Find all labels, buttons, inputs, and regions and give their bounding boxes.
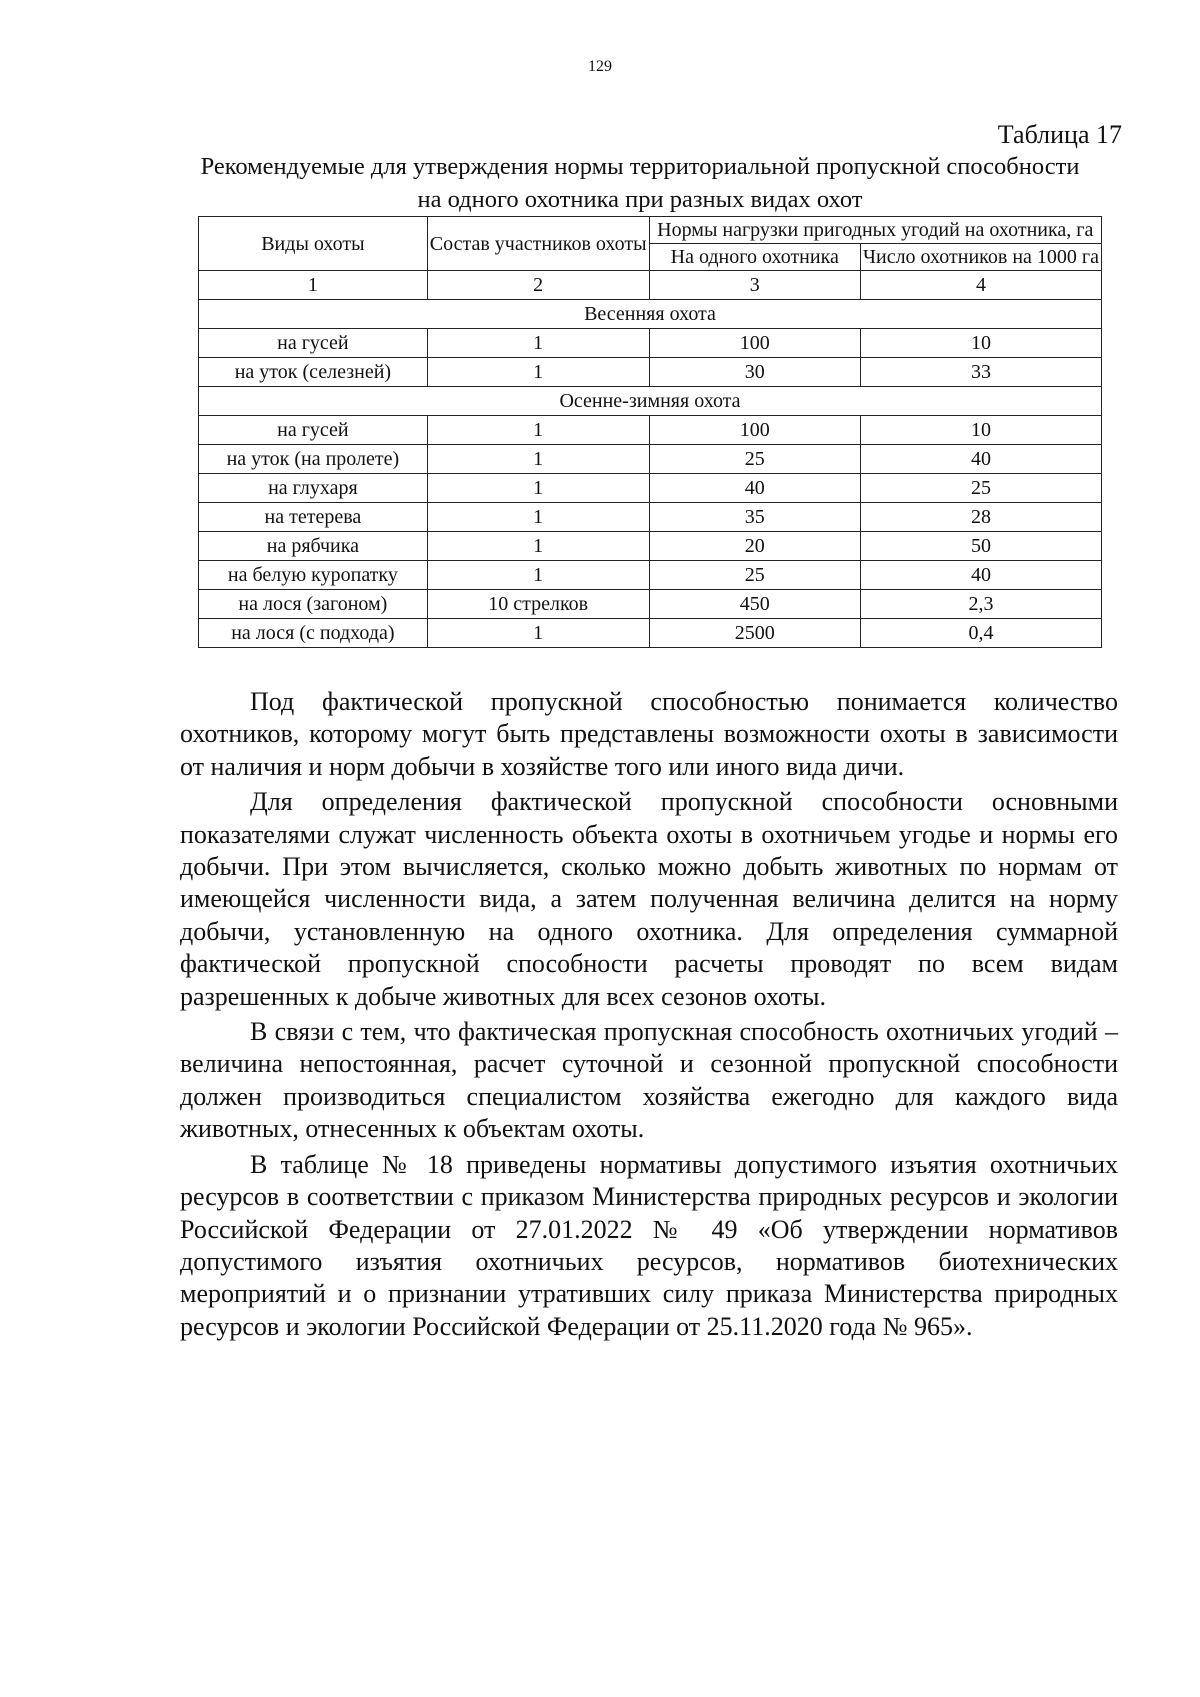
per-1000-cell: 2,3 xyxy=(861,590,1102,619)
per-1000-cell: 40 xyxy=(861,561,1102,590)
participants-cell: 1 xyxy=(427,474,649,503)
body-text xyxy=(180,686,1118,1346)
table-row xyxy=(199,590,1102,619)
table-row xyxy=(199,358,1102,387)
per-hunter-cell: 25 xyxy=(649,445,860,474)
per-hunter-cell: 100 xyxy=(649,329,860,358)
table-row xyxy=(199,416,1102,445)
paragraph: Для определения фактической пропускной способности основными показателями служат численность объекта охоты в охотничьем угодье и нормы его добычи. При этом вычисляется, сколько можно добыть животных по нормам от имеющейся численности вида, а затем полученная величина делится на норму добычи, установленную на одного охотника. Для определения суммарной фактической пропускной способности расчеты проводят по всем видам разрешенных к добыче животных для всех сезонов охоты. xyxy=(180,787,1118,1011)
per-hunter-cell: 35 xyxy=(649,503,860,532)
hunt-type-cell: на лося (загоном) xyxy=(199,590,428,619)
per-hunter-cell: 2500 xyxy=(649,619,860,648)
table-header-row xyxy=(199,217,1102,244)
table-row xyxy=(199,561,1102,590)
section-title: Весенняя охота xyxy=(199,300,1102,329)
hunt-type-cell: на белую куропатку xyxy=(199,561,428,590)
hunting-norms-table xyxy=(198,216,1102,648)
participants-cell: 1 xyxy=(427,503,649,532)
header-hunt-type: Виды охоты xyxy=(199,217,428,271)
column-number: 4 xyxy=(861,271,1102,300)
header-participants: Состав участников охоты xyxy=(427,217,649,271)
participants-cell: 1 xyxy=(427,358,649,387)
hunt-type-cell: на уток (на пролете) xyxy=(199,445,428,474)
participants-cell: 1 xyxy=(427,532,649,561)
per-hunter-cell: 25 xyxy=(649,561,860,590)
hunt-type-cell: на гусей xyxy=(199,416,428,445)
per-hunter-cell: 30 xyxy=(649,358,860,387)
table-row xyxy=(199,503,1102,532)
per-1000-cell: 40 xyxy=(861,445,1102,474)
hunt-type-cell: на глухаря xyxy=(199,474,428,503)
paragraph: В связи с тем, что фактическая пропускная способность охотничьих угодий – величина непостоянная, расчет суточной и сезонной пропускной способности должен производиться специалистом хозяйства ежегодно для каждого вида животных, отнесенных к объектам охоты. xyxy=(180,1017,1118,1144)
hunt-type-cell: на уток (селезней) xyxy=(199,358,428,387)
column-number: 2 xyxy=(427,271,649,300)
header-per-1000: Число охотников на 1000 га xyxy=(861,244,1102,271)
header-norms-group: Нормы нагрузки пригодных угодий на охотника, га xyxy=(649,217,1101,244)
participants-cell: 1 xyxy=(427,416,649,445)
hunt-type-cell: на лося (с подхода) xyxy=(199,619,428,648)
section-title: Осенне-зимняя охота xyxy=(199,387,1102,416)
paragraph: Под фактической пропускной способностью понимается количество охотников, которому могут быть представлены возможности охоты в зависимости от наличия и норм добычи в хозяйстве того или иного вида дичи. xyxy=(180,687,1118,781)
participants-cell: 10 стрелков xyxy=(427,590,649,619)
page-number: 129 xyxy=(588,58,612,75)
section-header-row xyxy=(199,300,1102,329)
per-1000-cell: 10 xyxy=(861,329,1102,358)
participants-cell: 1 xyxy=(427,445,649,474)
table-row xyxy=(199,532,1102,561)
hunt-type-cell: на рябчика xyxy=(199,532,428,561)
table-row xyxy=(199,474,1102,503)
per-1000-cell: 33 xyxy=(861,358,1102,387)
participants-cell: 1 xyxy=(427,329,649,358)
hunt-type-cell: на тетерева xyxy=(199,503,428,532)
participants-cell: 1 xyxy=(427,619,649,648)
per-1000-cell: 0,4 xyxy=(861,619,1102,648)
per-1000-cell: 10 xyxy=(861,416,1102,445)
per-1000-cell: 25 xyxy=(861,474,1102,503)
per-1000-cell: 28 xyxy=(861,503,1102,532)
per-hunter-cell: 40 xyxy=(649,474,860,503)
section-header-row xyxy=(199,387,1102,416)
per-hunter-cell: 100 xyxy=(649,416,860,445)
column-numbers-row xyxy=(199,271,1102,300)
header-per-hunter: На одного охотника xyxy=(649,244,860,271)
column-number: 1 xyxy=(199,271,428,300)
table-title: Рекомендуемые для утверждения нормы территориальной пропускной способности на одного охотника при разных видах охот xyxy=(200,153,1080,213)
column-number: 3 xyxy=(649,271,860,300)
per-1000-cell: 50 xyxy=(861,532,1102,561)
participants-cell: 1 xyxy=(427,561,649,590)
table-row xyxy=(199,619,1102,648)
table-row xyxy=(199,445,1102,474)
table-caption: Таблица 17 xyxy=(997,120,1122,149)
table-row xyxy=(199,329,1102,358)
paragraph: В таблице № 18 приведены нормативы допустимого изъятия охотничьих ресурсов в соответствии с приказом Министерства природных ресурсов и экологии Российской Федерации от 27.01.2022 № 49 «Об утверждении нормативов допустимого изъятия охотничьих ресурсов, нормативов биотехнических мероприятий и о признании утративших силу приказа Министерства природных ресурсов и экологии Российской Федерации от 25.11.2020 года № 965». xyxy=(180,1149,1118,1341)
per-hunter-cell: 450 xyxy=(649,590,860,619)
per-hunter-cell: 20 xyxy=(649,532,860,561)
hunt-type-cell: на гусей xyxy=(199,329,428,358)
